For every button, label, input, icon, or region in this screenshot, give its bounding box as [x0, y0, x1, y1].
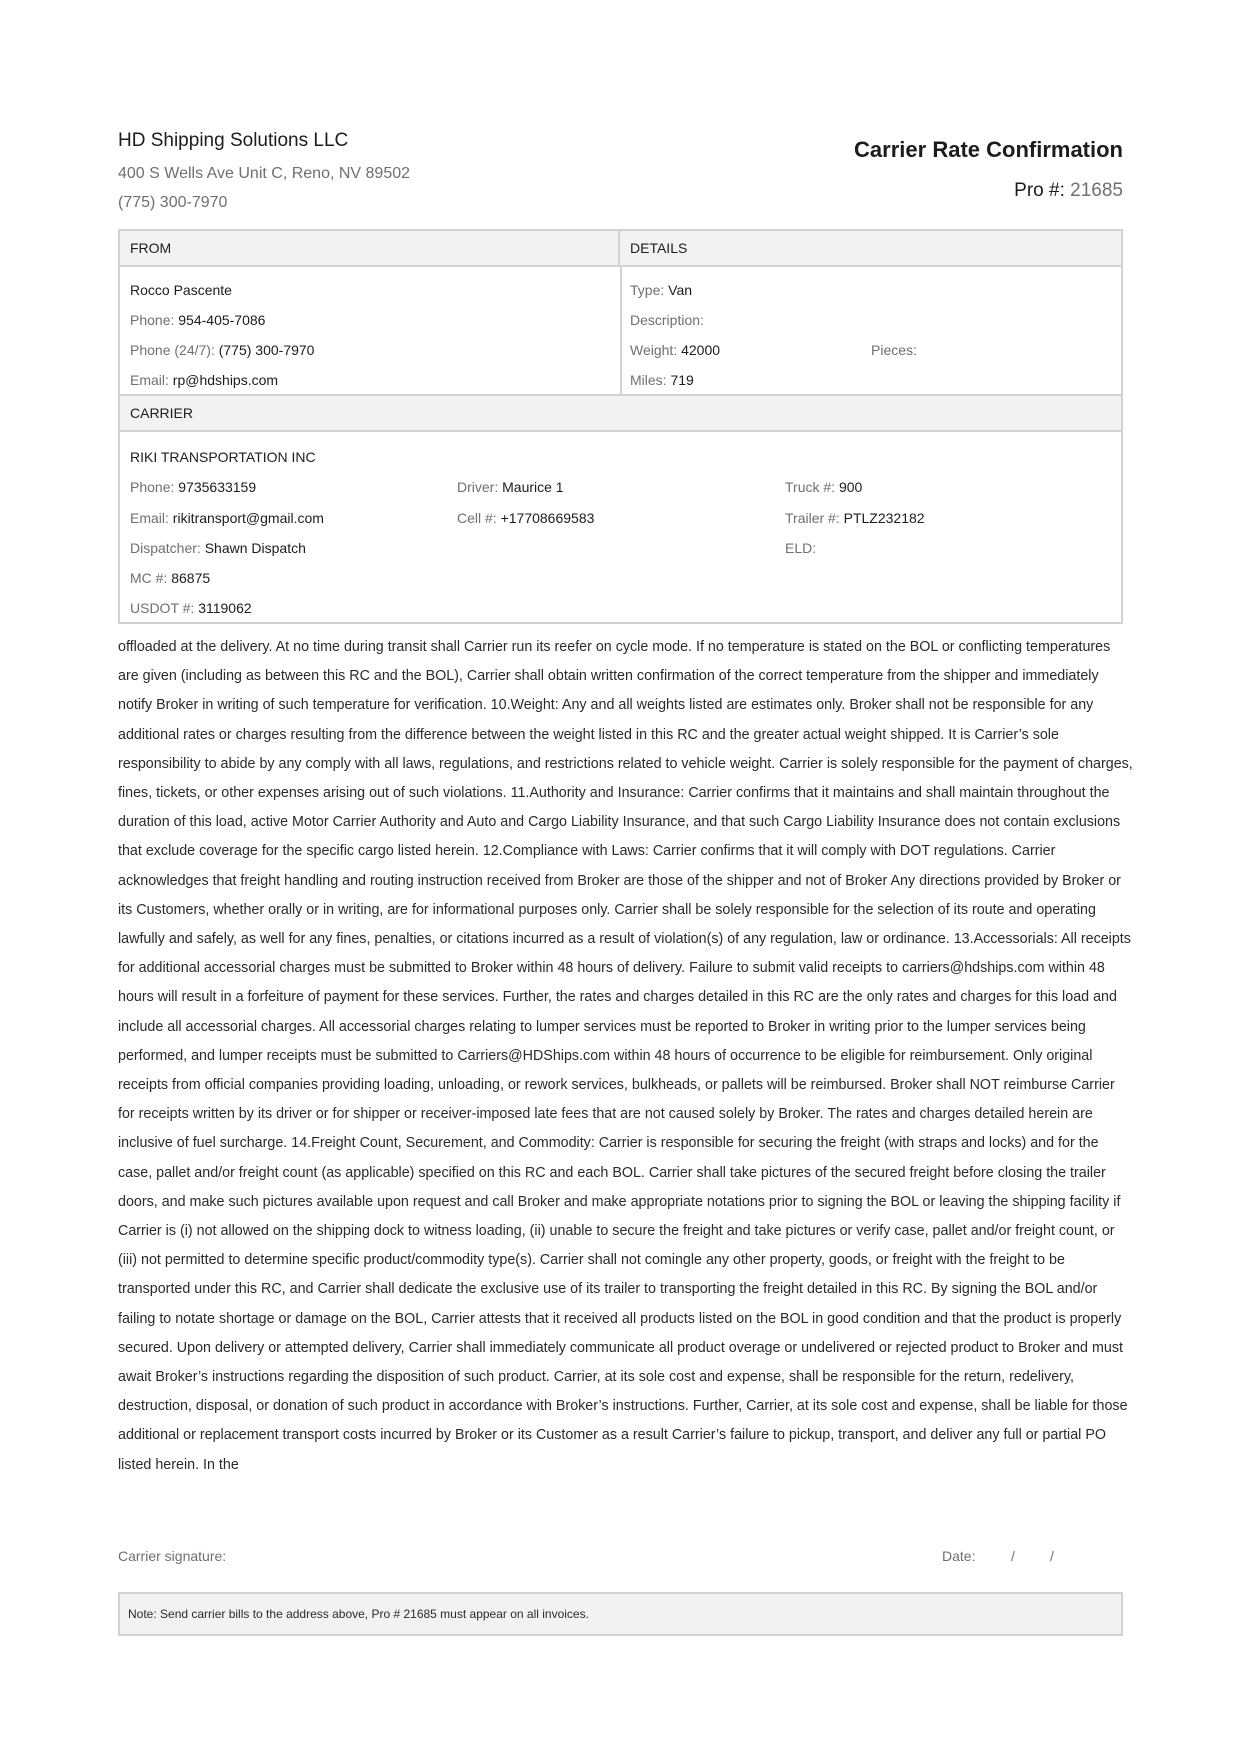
pro-number: 21685 [1070, 180, 1123, 201]
details-miles [630, 371, 694, 389]
from-phone-label: Phone: [130, 312, 175, 328]
carrier-cell-label: Cell #: [457, 510, 497, 526]
carrier-email-label: Email: [130, 510, 169, 526]
carrier-dispatcher [130, 539, 306, 557]
details-type-value: Van [668, 282, 693, 298]
carrier-driver-label: Driver: [457, 479, 499, 495]
carrier-dispatcher-value: Shawn Dispatch [204, 540, 306, 556]
details-description-label: Description: [630, 312, 704, 328]
signature-date-label: Date: [942, 1548, 976, 1564]
carrier-usdot-value: 3119062 [198, 600, 252, 616]
carrier-mc-value: 86875 [171, 570, 211, 586]
carrier-driver [457, 478, 564, 496]
details-pieces-label: Pieces: [871, 342, 917, 358]
carrier-usdot [130, 599, 252, 617]
carrier-signature-label: Carrier signature: [118, 1548, 227, 1564]
carrier-name [130, 448, 316, 466]
carrier-cell [457, 509, 594, 527]
document-title: Carrier Rate Confirmation [854, 137, 1123, 162]
carrier-email [130, 509, 324, 527]
pro-label: Pro #: [1014, 180, 1065, 201]
carrier-trailer-value: PTLZ232182 [843, 510, 925, 526]
from-email [130, 371, 278, 389]
carrier-heading: CARRIER [120, 396, 1121, 432]
from-phone [130, 311, 265, 329]
carrier-email-value: rikitransport@gmail.com [172, 510, 324, 526]
pro-number-line [1014, 180, 1123, 202]
details-miles-value: 719 [670, 372, 694, 388]
from-name-value: Rocco Pascente [130, 282, 232, 298]
from-phone-247 [130, 341, 314, 359]
company-address: 400 S Wells Ave Unit C, Reno, NV 89502 [118, 165, 411, 182]
details-description [630, 311, 704, 329]
carrier-phone-label: Phone: [130, 479, 175, 495]
details-miles-label: Miles: [630, 372, 667, 388]
from-phone247-value: (775) 300-7970 [218, 342, 315, 358]
from-heading: FROM [120, 231, 620, 267]
from-details-box [118, 229, 1123, 396]
carrier-mc [130, 569, 210, 587]
invoice-note: Note: Send carrier bills to the address above, Pro # 21685 must appear on all invoices. [118, 1592, 1123, 1636]
carrier-name-value: RIKI TRANSPORTATION INC [130, 449, 316, 465]
company-name: HD Shipping Solutions LLC [118, 130, 349, 151]
details-weight [630, 341, 720, 359]
details-weight-label: Weight: [630, 342, 678, 358]
carrier-driver-value: Maurice 1 [502, 479, 564, 495]
details-type-label: Type: [630, 282, 665, 298]
details-heading: DETAILS [620, 231, 1121, 267]
from-phone247-label: Phone (24/7): [130, 342, 215, 358]
from-email-label: Email: [130, 372, 169, 388]
carrier-trailer-label: Trailer #: [785, 510, 840, 526]
carrier-cell-value: +17708669583 [500, 510, 595, 526]
carrier-phone-value: 9735633159 [178, 479, 257, 495]
carrier-truck-label: Truck #: [785, 479, 836, 495]
carrier-box [118, 394, 1123, 624]
carrier-eld-label: ELD: [785, 540, 817, 556]
document-header [118, 128, 1123, 228]
carrier-mc-label: MC #: [130, 570, 168, 586]
from-name [130, 281, 232, 299]
carrier-truck [785, 478, 862, 496]
from-phone-value: 954-405-7086 [178, 312, 266, 328]
terms-and-conditions-text: offloaded at the delivery. At no time during transit shall Carrier run its reefer on cycle mode. If no temperature is stated on the BOL or conflicting temperatures are given (including as between this RC and the BOL), Carrier shall obtain written confirmation of the correct temperature from the shipper and immediately notify Broker in writing of such temperature for verification. 10.Weight: Any and all weights listed are estimates only. Broker shall not be responsible for any additional rates or charges resulting from the difference between the weight listed in this RC and the greater actual weight shipped. It is Carrier’s sole responsibility to abide by any comply with all laws, regulations, and restrictions related to vehicle weight. Carrier is solely responsible for the payment of charges, fines, tickets, or other expenses arising out of such violations. 11.Authority and Insurance: Carrier confirms that it maintains and shall maintain throughout the duration of this load, active Motor Carrier Authority and Auto and Cargo Liability Insurance, and that such Cargo Liability Insurance does not contain exclusions that exclude coverage for the specific cargo listed herein. 12.Compliance with Laws: Carrier confirms that it will comply with DOT regulations. Carrier acknowledges that freight handling and routing instruction received from Broker are those of the shipper and not of Broker Any directions provided by Broker or its Customers, whether orally or in writing, are for informational purposes only. Carrier shall be solely responsible for the selection of its route and operating lawfully and safely, as well for any fines, penalties, or citations incurred as a result of violation(s) of any regulation, law or ordinance. 13.Accessorials: All receipts for additional accessorial charges must be submitted to Broker within 48 hours of delivery. Failure to submit valid receipts to carriers@hdships.com within 48 hours will result in a forfeiture of payment for these services. Further, the rates and charges detailed in this RC are the only rates and charges for this load and include all accessorial charges. All accessorial charges relating to lumper services must be reported to Broker in writing prior to the lumper services being performed, and lumper receipts must be submitted to Carriers@HDShips.com within 48 hours of occurrence to be eligible for reimbursement. Only original receipts from official companies providing loading, unloading, or rework services, bulkheads, or pallets will be reimbursed. Broker shall NOT reimburse Carrier for receipts written by its driver or for shipper or receiver-imposed late fees that are not caused solely by Broker. The rates and charges detailed herein are inclusive of fuel surcharge. 14.Freight Count, Securement, and Commodity: Carrier is responsible for securing the freight (with straps and locks) and for the case, pallet and/or freight count (as applicable) specified on this RC and each BOL. Carrier shall take pictures of the secured freight before closing the trailer doors, and make such pictures available upon request and call Broker and make appropriate notations prior to signing the BOL or leaving the shipping facility if Carrier is (i) not allowed on the shipping dock to witness loading, (ii) unable to secure the freight and take pictures or verify case, pallet and/or freight count, or (iii) not permitted to determine specific product/commodity type(s). Carrier shall not comingle any other property, goods, or freight with the freight to be transported under this RC, and Carrier shall dedicate the exclusive use of its trailer to transporting the freight detailed in this RC. By signing the BOL and/or failing to notate shortage or damage on the BOL, Carrier attests that it received all products listed on the BOL in good condition and that the product is properly secured. Upon delivery or attempted delivery, Carrier shall immediately communicate all product overage or undelivered or rejected product to Broker and must await Broker’s instructions regarding the disposition of such product. Carrier, at its sole cost and expense, shall be responsible for the return, redelivery, destruction, disposal, or donation of such product in accordance with Broker’s instructions. Further, Carrier, at its sole cost and expense, shall be liable for those additional or replacement transport costs incurred by Broker or its Customer as a result Carrier’s failure to pickup, transport, and deliver any full or partial PO listed herein. In the [118, 639, 1133, 1473]
details-pieces [871, 341, 917, 359]
date-separator-2: / [1050, 1548, 1054, 1564]
from-email-value: rp@hdships.com [172, 372, 279, 388]
date-separator-1: / [1011, 1548, 1015, 1564]
carrier-phone [130, 478, 256, 496]
carrier-truck-value: 900 [838, 479, 863, 495]
company-phone: (775) 300-7970 [118, 194, 228, 211]
carrier-eld [785, 539, 816, 557]
details-weight-value: 42000 [681, 342, 721, 358]
document-page [118, 128, 1123, 228]
details-type [630, 281, 692, 299]
column-divider [620, 267, 622, 394]
carrier-trailer [785, 509, 925, 527]
carrier-usdot-label: USDOT #: [130, 600, 195, 616]
carrier-dispatcher-label: Dispatcher: [130, 540, 201, 556]
